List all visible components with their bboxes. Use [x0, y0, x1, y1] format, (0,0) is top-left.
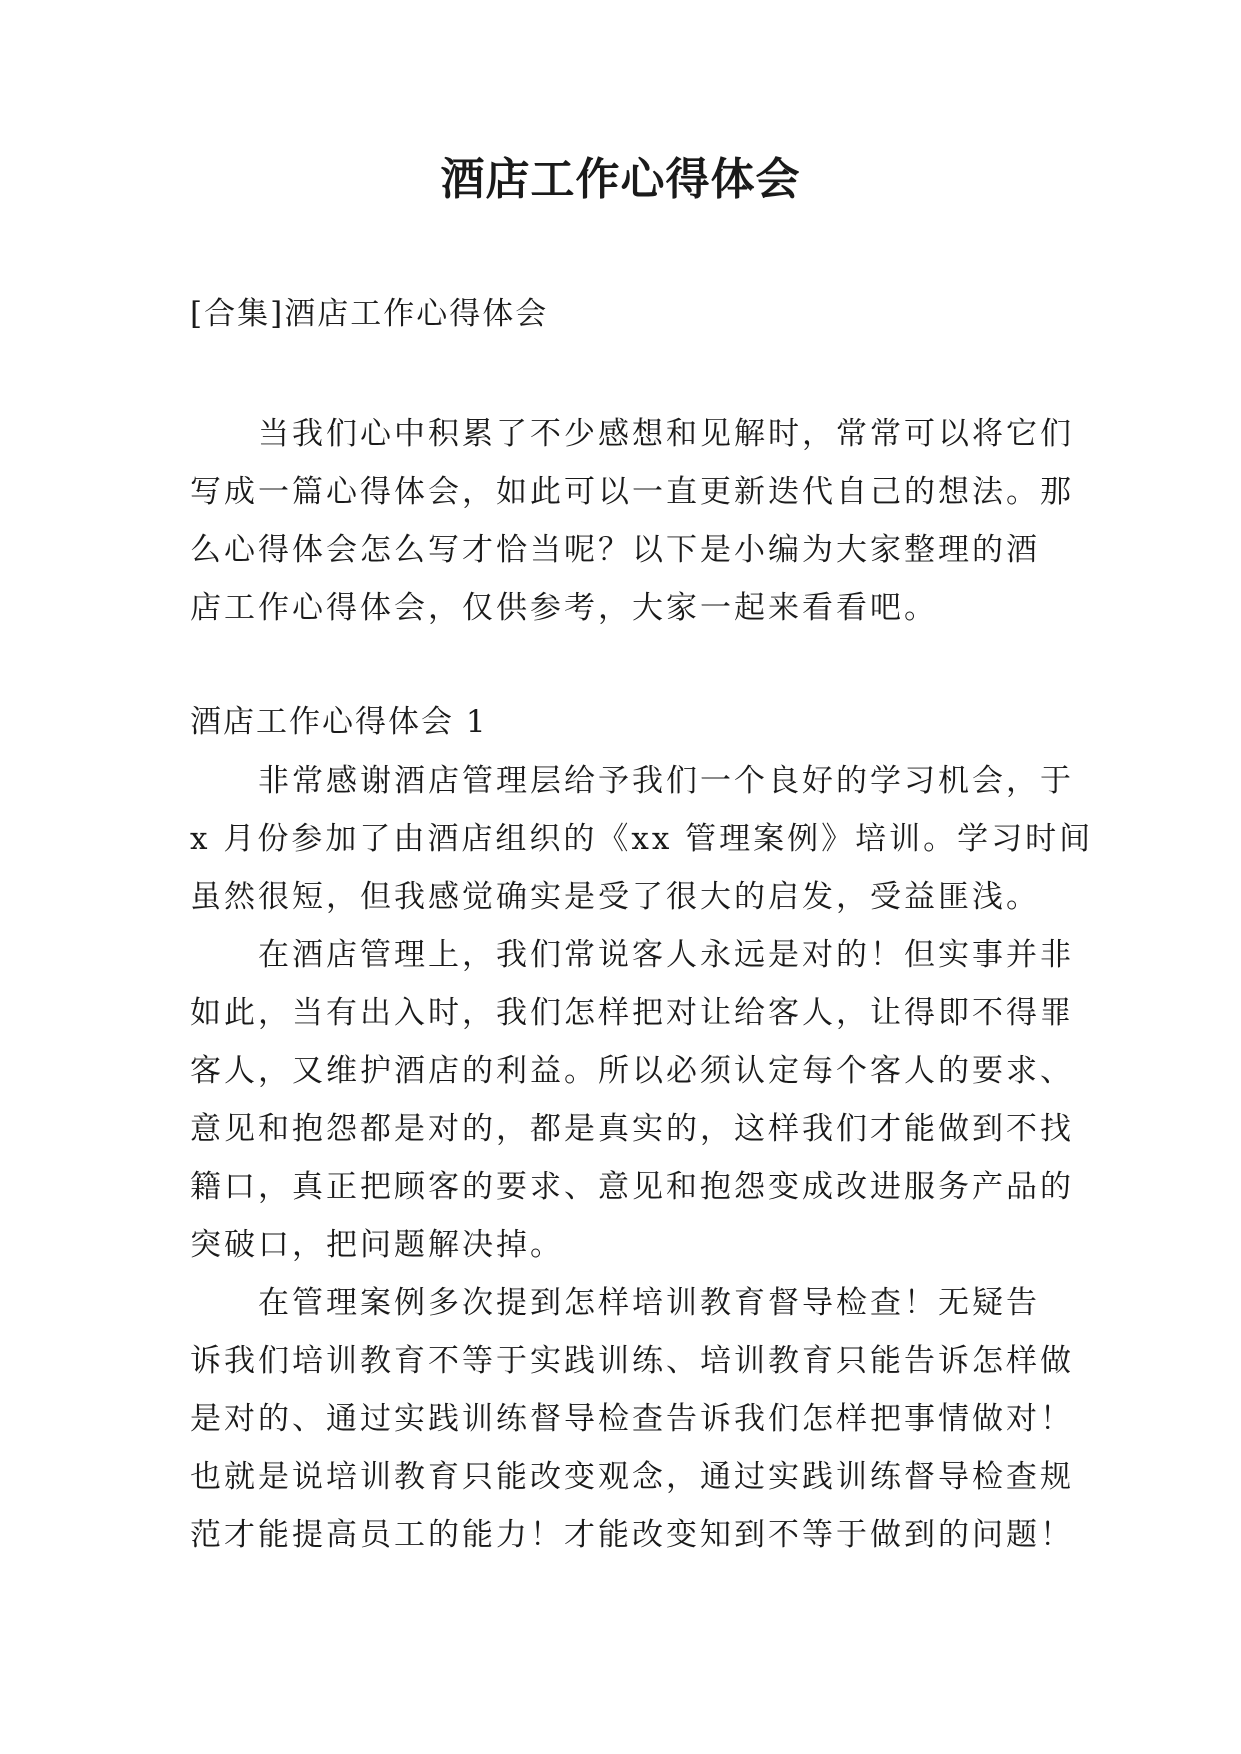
- intro-line: 店工作心得体会，仅供参考，大家一起来看看吧。: [190, 590, 938, 626]
- intro-line: 当我们心中积累了不少感想和见解时，常常可以将它们: [258, 416, 1074, 452]
- body-line: 也就是说培训教育只能改变观念，通过实践训练督导检查规: [190, 1459, 1074, 1495]
- body-line: x 月份参加了由酒店组织的《xx 管理案例》培训。学习时间: [190, 821, 1094, 857]
- body-line: 诉我们培训教育不等于实践训练、培训教育只能告诉怎样做: [190, 1343, 1074, 1379]
- body-line: 突破口，把问题解决掉。: [190, 1227, 564, 1263]
- intro-paragraph: [190, 405, 1074, 637]
- document-subtitle: [合集]酒店工作心得体会: [190, 296, 549, 332]
- body-line: 客人，又维护酒店的利益。所以必须认定每个客人的要求、: [190, 1053, 1074, 1089]
- body-line: 如此，当有出入时，我们怎样把对让给客人，让得即不得罪: [190, 995, 1074, 1031]
- body-line: 是对的、通过实践训练督导检查告诉我们怎样把事情做对！: [190, 1401, 1074, 1437]
- body-line: 非常感谢酒店管理层给予我们一个良好的学习机会，于: [258, 763, 1074, 799]
- intro-line: 么心得体会怎么写才恰当呢？以下是小编为大家整理的酒: [190, 532, 1040, 568]
- body-text: [190, 752, 1094, 1564]
- section-heading: 酒店工作心得体会 1: [190, 704, 488, 740]
- body-line: 意见和抱怨都是对的，都是真实的，这样我们才能做到不找: [190, 1111, 1074, 1147]
- body-line: 在酒店管理上，我们常说客人永远是对的！但实事并非: [258, 937, 1074, 973]
- body-line: 在管理案例多次提到怎样培训教育督导检查！无疑告: [258, 1285, 1040, 1321]
- intro-line: 写成一篇心得体会，如此可以一直更新迭代自己的想法。那: [190, 474, 1074, 510]
- document-title: 酒店工作心得体会: [440, 154, 801, 205]
- body-line: 籍口，真正把顾客的要求、意见和抱怨变成改进服务产品的: [190, 1169, 1074, 1205]
- body-line: 范才能提高员工的能力！才能改变知到不等于做到的问题！: [190, 1517, 1074, 1553]
- body-line: 虽然很短，但我感觉确实是受了很大的启发，受益匪浅。: [190, 879, 1040, 915]
